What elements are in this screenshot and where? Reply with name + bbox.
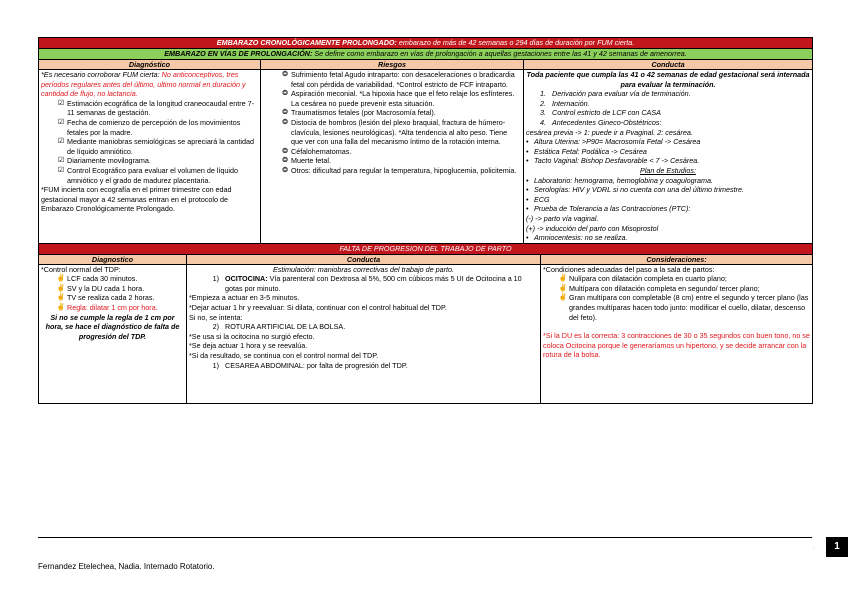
check-item: ☑ Estimación ecográfica de la longitud craneocaudal entre 7-11 semanas de gestación. [41, 99, 258, 118]
conducta-line: *Dejar actuar 1 hr y reevaluar: Si dilata, continuar con el control habitual del TDP. [189, 303, 447, 313]
risk-item: ❂ Céfalohematomas. [279, 147, 521, 157]
labor-progress-table [38, 244, 813, 404]
header-conducta-2: Conducta [187, 254, 541, 264]
consid-item: ✌ Multípara con dilatación completa en segundo/ tercer plano; [558, 283, 760, 293]
risk-item: ❂ Otros: dificultad para regular la temperatura, hipoglucemia, policitemia. [279, 166, 521, 176]
risk-item: ❂ Muerte fetal. [279, 156, 521, 166]
conducta-line: *Se usa si la ocitocina no surgió efecto. [189, 331, 315, 341]
checkbox-icon: ☑ [57, 118, 65, 126]
check-item: ☑ Diariamente movilograma. [41, 156, 258, 166]
checkbox-icon: ☑ [57, 166, 65, 174]
ptc-negative: (-) -> parto vía vaginal. [526, 213, 599, 223]
consid-item: ✌ Gran multípara con completable (8 cm) entre el segundo y tercer plano (las grandes multíparas hacen todo junto: modificar el cuello, dilatar, descenso del feto). [558, 293, 809, 322]
check-item: ☑ Fecha de comienzo de percepción de los movimientos fetales por la madre. [41, 118, 258, 137]
check-item: ☑ Mediante maniobras semiológicas se apreciará la cantidad de líquido amniótico. [41, 137, 258, 156]
footer-divider [38, 537, 812, 538]
conducta-cell [524, 70, 813, 244]
fum-intro: *Es necesario corroborar FUM cierta: No anticonceptivos, tres períodos regulares antes del último, ultimo normal en duración y cantidad de flujo, no lactancia. [41, 70, 246, 99]
checkbox-icon: ☑ [57, 138, 65, 146]
consideraciones-cell [541, 264, 813, 403]
ptc-positive: (+) -> inducción del parto con Misoprostol [526, 223, 659, 233]
hand-icon: ✌ [56, 284, 66, 292]
hand-icon: ✌ [56, 294, 66, 302]
estudio-bullet: • Prueba de Tolerancia a las Contracciones (PTC): [526, 204, 691, 214]
conducta-line: Si no, se intenta: [189, 312, 243, 322]
consid-item: ✌ Nulípara con dilatación completa en cuarto plano; [558, 274, 727, 284]
control-item: ✌ SV y la DU cada 1 hora. [56, 283, 145, 293]
consideraciones-intro: *Condiciones adecuadas del paso a la sala de partos: [543, 264, 715, 274]
conducta-line: *Si da resultado, se continua con el control normal del TDP. [189, 351, 379, 361]
du-red-note: *Si la DU es la correcta: 3 contracciones de 30 o 35 segundos con buen tono, no se coloca Ocitocina porque le generaríamos un hipertono, y se decide arrancar con la rotura de la bolsa. [543, 331, 810, 360]
conducta-step: 1. Derivación para evaluar vía de terminación. [540, 89, 691, 99]
conducta-step-2: 2) ROTURA ARTIFICIAL DE LA BOLSA. [212, 322, 346, 332]
riesgos-cell [261, 70, 524, 244]
conducta-step: 4. Antecedentes Gineco-Obstétricos: [540, 117, 662, 127]
hand-icon: ✌ [56, 275, 66, 283]
estudio-bullet: • Laboratorio: hemograma, hemoglobina y coagulograma. [526, 175, 713, 185]
bullet-icon: ❂ [282, 118, 288, 126]
control-item: ✌ LCF cada 30 minutos. [56, 274, 138, 284]
page-number: 1 [826, 537, 848, 557]
estudio-bullet: • Serologías: HIV y VDRL si no cuenta con una del último trimestre. [526, 185, 745, 195]
footer-dot: . [813, 545, 815, 551]
prolonged-pregnancy-table [38, 37, 813, 244]
header-conducta: Conducta [524, 60, 813, 70]
conducta-bullet: • Altura Uterina: >P90= Macrosomía Fetal -> Cesárea [526, 137, 701, 147]
cesarea-previa: cesárea previa -> 1: puede ir a Pvaginal. 2: cesárea. [526, 127, 693, 137]
control-normal-title: *Control normal del TDP: [41, 264, 121, 274]
conducta-bullet: • Estática Fetal: Podálica -> Cesárea [526, 146, 647, 156]
risk-item: ❂ Aspiración meconial. *La hipoxia hace que el feto relaje los esfínteres. La cesárea no puede prevenir esta situación. [279, 89, 521, 108]
conducta-step-1: 1) OCITOCINA: Vía parenteral con Dextrosa al 5%, 500 cm cúbicos más 5 UI de Ocitocina a 10 gotas por minuto. [212, 274, 522, 293]
bullet-icon: ❂ [282, 71, 288, 78]
hand-icon: ✌ [558, 284, 568, 292]
header-riesgos: Riesgos [261, 60, 524, 70]
conducta-bullet: • Tacto Vaginal: Bishop Desfavorable < 7 -> Cesárea. [526, 156, 700, 166]
control-item: ✌ TV se realiza cada 2 horas. [56, 293, 155, 303]
conducta-step-3: 1) CESAREA ABDOMINAL: por falta de progresión del TDP. [212, 360, 408, 370]
author-footer: Fernandez Etelechea, Nadia. Internado Rotatorio. [38, 562, 215, 571]
estudio-bullet: • ECG [526, 194, 550, 204]
diagnostico2-cell [39, 264, 187, 403]
estudio-bullet: • Amniocentesis: no se realiza. [526, 233, 628, 243]
header-consideraciones: Consideraciones: [541, 254, 813, 264]
estimulacion-title: Estimulación: maniobras correctivas del trabajo de parto. [273, 264, 454, 274]
checkbox-icon: ☑ [57, 157, 65, 165]
hand-icon: ✌ [56, 304, 66, 312]
risk-item: ❂ Traumatismos fetales (por Macrosomía fetal). [279, 108, 521, 118]
conducta-intro: Toda paciente que cumpla las 41 o 42 semanas de edad gestacional será internada para evaluar la terminación. [526, 70, 810, 89]
plan-estudios-title: Plan de Estudios: [640, 165, 696, 175]
bullet-icon: ❂ [282, 109, 288, 117]
section1-subtitle: EMBARAZO EN VÍAS DE PROLONGACIÓN: Se define como embarazo en vías de prolongación a aquellas gestaciones entre las 41 y 42 semanas de amenorrea. [39, 49, 813, 60]
conducta-line: *Empieza a actuar en 3-5 minutos. [189, 293, 300, 303]
fum-incierta-note: *FUM incierta con ecografía en el primer trimestre con edad gestacional mayor a 42 semanas entran en el protocolo de Embarazo Cronológicamente Prolongado. [41, 185, 232, 214]
hand-icon: ✌ [558, 294, 568, 302]
risk-item: ❂ Sufrimiento fetal Agudo intraparto: con desaceleraciones o bradicardia fetal con pérdida de variabilidad. *Control estricto de FCF intraparto. [279, 70, 521, 89]
document-page [38, 37, 812, 404]
conducta-step: 3. Control estricto de LCF con CASA [540, 108, 661, 118]
risk-item: ❂ Distocia de hombros (lesión del plexo braquial, fractura de húmero- clavícula, lesiones neurológicas). *Alta tendencia al alto peso. Tiene que ver con una falla del mecanismo íntimo de la rotación interna. [279, 118, 521, 147]
conducta-step: 2. Internación. [540, 98, 590, 108]
checkbox-icon: ☑ [57, 99, 65, 107]
section1-title: EMBARAZO CRONOLÓGICAMENTE PROLONGADO: embarazo de más de 42 semanas o 294 días de duración por FUM cierta. [39, 38, 813, 49]
control-item-regla: ✌ Regla: dilatar 1 cm por hora. [56, 303, 158, 313]
bullet-icon: ❂ [282, 147, 288, 155]
conducta2-cell [187, 264, 541, 403]
header-diagnostico: Diagnóstico [39, 60, 261, 70]
diagnostico-note: Si no se cumple la regla de 1 cm por hora, se hace el diagnóstico de falta de progresión del TDP. [45, 312, 180, 341]
bullet-icon: ❂ [282, 166, 288, 174]
bullet-icon: ❂ [282, 90, 288, 98]
hand-icon: ✌ [558, 275, 568, 283]
diagnostico-cell [39, 70, 261, 244]
bullet-icon: ❂ [282, 157, 288, 165]
header-diagnostico-2: Diagnostico [39, 254, 187, 264]
section2-title: FALTA DE PROGRESION DEL TRABAJO DE PARTO [39, 244, 813, 255]
conducta-line: *Se deja actuar 1 hora y se reevalúa. [189, 341, 308, 351]
check-item: ☑ Control Ecográfico para evaluar el volumen de líquido amniótico y el grado de madurez placentaria. [41, 166, 258, 185]
